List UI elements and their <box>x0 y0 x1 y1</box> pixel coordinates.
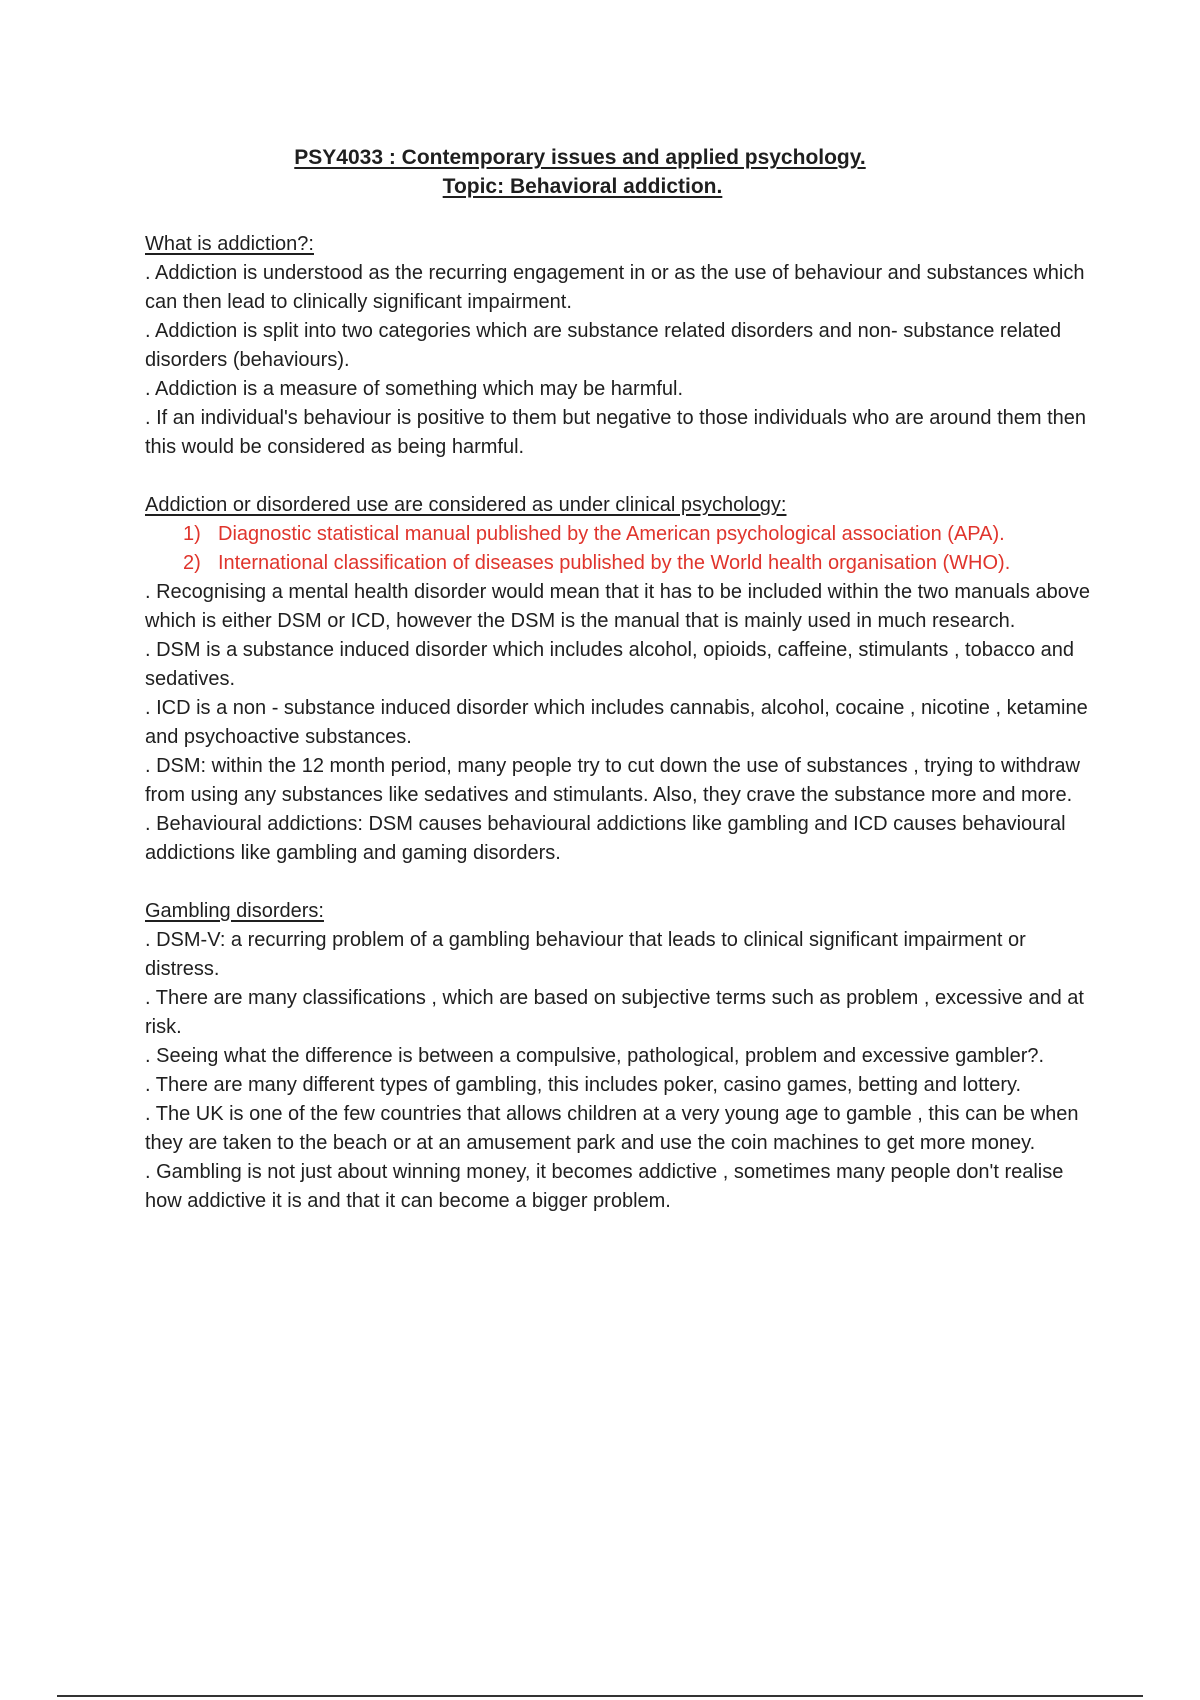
course-title: PSY4033 : Contemporary issues and applied psychology. <box>294 146 866 169</box>
list-item-text: International classification of diseases published by the World health organisation (WHO). <box>218 552 1011 574</box>
list-item <box>145 549 1095 578</box>
section-heading: What is addiction?: <box>145 233 314 255</box>
section-heading: Gambling disorders: <box>145 900 324 922</box>
paragraph: . ICD is a non - substance induced disorder which includes cannabis, alcohol, cocaine , nicotine , ketamine and psychoactive substances. <box>145 697 1088 748</box>
paragraph: . Addiction is a measure of something which may be harmful. <box>145 378 684 400</box>
paragraph: . There are many different types of gambling, this includes poker, casino games, betting and lottery. <box>145 1074 1022 1096</box>
section-what-is-addiction <box>145 230 1095 462</box>
paragraph: . DSM: within the 12 month period, many people try to cut down the use of substances , trying to withdraw from using any substances like sedatives and stimulants. Also, they crave the substance more and more. <box>145 755 1080 806</box>
paragraph: . Recognising a mental health disorder would mean that it has to be included within the two manuals above which is either DSM or ICD, however the DSM is the manual that is mainly used in much research. <box>145 581 1091 632</box>
topic-title: Topic: Behavioral addiction. <box>442 175 723 198</box>
paragraph: . If an individual's behaviour is positive to them but negative to those individuals who are around them then this would be considered as being harmful. <box>145 407 1087 458</box>
list-item <box>145 520 1095 549</box>
paragraph: . Addiction is split into two categories which are substance related disorders and non- substance related disorders (behaviours). <box>145 320 1062 371</box>
paragraph: . Addiction is understood as the recurring engagement in or as the use of behaviour and substances which can then lead to clinically significant impairment. <box>145 262 1085 313</box>
title-block <box>0 143 1200 201</box>
paragraph: . Behavioural addictions: DSM causes behavioural addictions like gambling and ICD causes behavioural addictions like gambling and gaming disorders. <box>145 813 1066 864</box>
paragraph: . DSM is a substance induced disorder which includes alcohol, opioids, caffeine, stimulants , tobacco and sedatives. <box>145 639 1075 690</box>
section-heading: Addiction or disordered use are considered as under clinical psychology: <box>145 494 787 516</box>
paragraph: . The UK is one of the few countries that allows children at a very young age to gamble , this can be when they are taken to the beach or at an amusement park and use the coin machines to get more money. <box>145 1103 1079 1154</box>
list-item-number: 1) <box>183 523 201 545</box>
document-body <box>145 230 1095 1245</box>
manuals-list <box>145 520 1095 578</box>
paragraph: . There are many classifications , which are based on subjective terms such as problem , excessive and at risk. <box>145 987 1084 1038</box>
section-gambling-disorders <box>145 897 1095 1216</box>
list-item-number: 2) <box>183 552 201 574</box>
paragraph: . Seeing what the difference is between a compulsive, pathological, problem and excessive gambler?. <box>145 1045 1045 1067</box>
footer-rule <box>57 1695 1143 1697</box>
section-clinical-psychology <box>145 491 1095 868</box>
paragraph: . DSM-V: a recurring problem of a gambling behaviour that leads to clinical significant impairment or distress. <box>145 929 1026 980</box>
paragraph: . Gambling is not just about winning money, it becomes addictive , sometimes many people don't realise how addictive it is and that it can become a bigger problem. <box>145 1161 1064 1212</box>
list-item-text: Diagnostic statistical manual published by the American psychological association (APA). <box>218 523 1005 545</box>
